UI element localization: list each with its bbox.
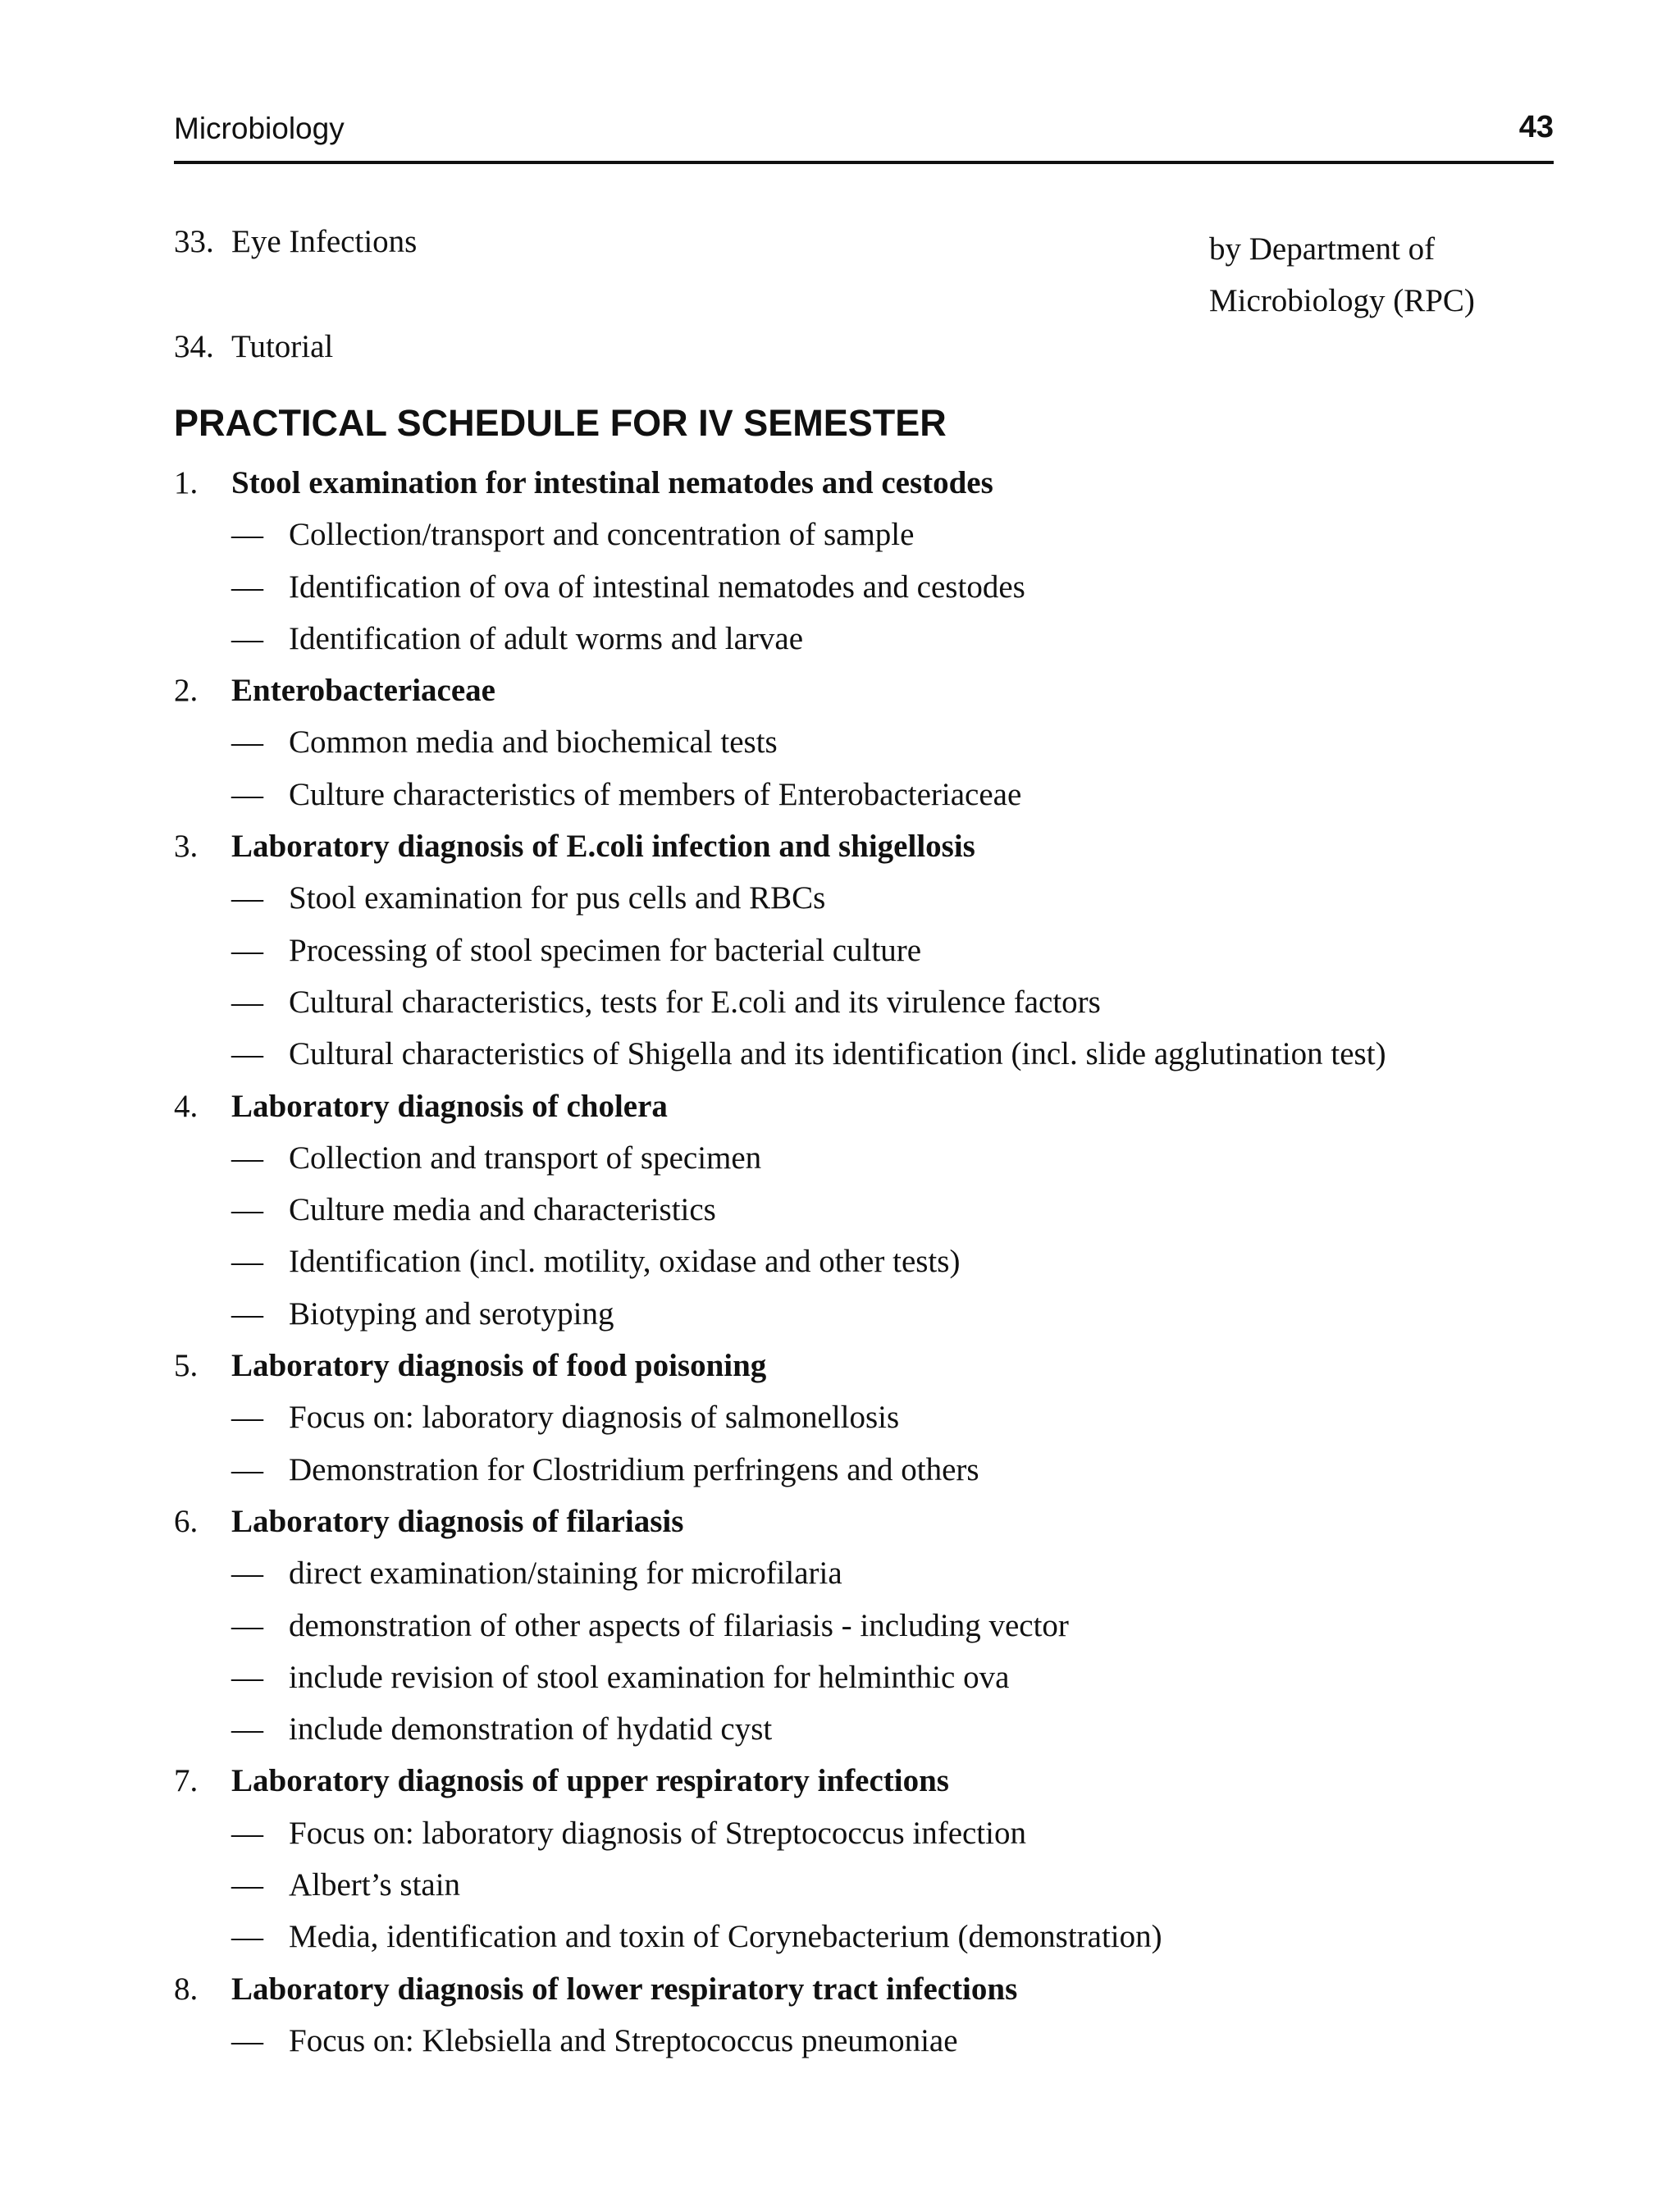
sub-item-text: Focus on: laboratory diagnosis of Streptococcus infection: [289, 1815, 1026, 1851]
schedule-section-title-row: [174, 461, 1554, 513]
schedule-sub-item: [174, 1604, 1554, 1656]
dash-bullet: —: [231, 1659, 263, 1695]
sub-item-text: Demonstration for Clostridium perfringens and others: [289, 1451, 979, 1487]
sub-item-text: Culture characteristics of members of Enterobacteriaceae: [289, 776, 1022, 812]
sub-item-text: include revision of stool examination for helminthic ova: [289, 1659, 1010, 1695]
schedule-sub-item: [174, 2019, 1554, 2071]
schedule-sub-item: [174, 1656, 1554, 1707]
running-title: Microbiology: [174, 112, 345, 145]
schedule-section-title-row: [174, 669, 1554, 720]
schedule-section-title-row: [174, 1085, 1554, 1136]
schedule-section-title-row: [174, 1344, 1554, 1396]
sub-item-text: Culture media and characteristics: [289, 1192, 716, 1228]
dash-bullet: —: [231, 932, 263, 968]
sub-item-text: include demonstration of hydatid cyst: [289, 1711, 773, 1747]
dash-bullet: —: [231, 1192, 263, 1228]
schedule-sub-item: [174, 1292, 1554, 1344]
schedule-section-title-row: [174, 1967, 1554, 2019]
schedule-section-title-row: [174, 1759, 1554, 1811]
schedule-sub-item: [174, 876, 1554, 928]
section-title: Laboratory diagnosis of cholera: [231, 1088, 668, 1124]
schedule-sub-item: [174, 565, 1554, 617]
schedule-sub-item: [174, 720, 1554, 772]
section-number: 7.: [174, 1763, 199, 1799]
item-number: 33.: [174, 224, 214, 259]
section-title: Laboratory diagnosis of filariasis: [231, 1503, 684, 1539]
schedule-sub-item: [174, 617, 1554, 669]
schedule-sub-item: [174, 980, 1554, 1032]
dash-bullet: —: [231, 1556, 263, 1592]
dash-bullet: —: [231, 2022, 263, 2058]
schedule-sub-item: [174, 1448, 1554, 1500]
department-note-line: by Department of: [1209, 231, 1436, 267]
sub-item-text: demonstration of other aspects of filariasis - including vector: [289, 1607, 1069, 1643]
section-number: 8.: [174, 1971, 199, 2007]
sub-item-text: Identification (incl. motility, oxidase and other tests): [289, 1244, 961, 1280]
sub-item-text: Identification of ova of intestinal nematodes and cestodes: [289, 569, 1025, 605]
sub-item-text: Collection and transport of specimen: [289, 1140, 762, 1176]
sub-item-text: Collection/transport and concentration of sample: [289, 517, 915, 553]
sub-item-text: Focus on: Klebsiella and Streptococcus pneumoniae: [289, 2022, 958, 2058]
sub-item-text: Biotyping and serotyping: [289, 1295, 614, 1332]
section-title: Laboratory diagnosis of lower respiratory tract infections: [231, 1971, 1018, 2007]
dash-bullet: —: [231, 1815, 263, 1851]
page-number: 43: [1518, 110, 1554, 144]
sub-item-text: Stool examination for pus cells and RBCs: [289, 880, 826, 916]
dash-bullet: —: [231, 724, 263, 761]
dash-bullet: —: [231, 620, 263, 656]
dash-bullet: —: [231, 1400, 263, 1436]
department-note: [1209, 223, 1475, 327]
section-number: 5.: [174, 1348, 199, 1384]
sub-item-text: Albert’s stain: [289, 1867, 461, 1903]
schedule-sub-item: [174, 1915, 1554, 1967]
department-note-line: Microbiology (RPC): [1209, 283, 1475, 318]
section-title: Laboratory diagnosis of food poisoning: [231, 1348, 767, 1384]
schedule-sub-item: [174, 1136, 1554, 1188]
section-heading: PRACTICAL SCHEDULE FOR IV SEMESTER: [174, 402, 947, 444]
schedule-sub-item: [174, 929, 1554, 980]
sub-item-text: Common media and biochemical tests: [289, 724, 778, 761]
dash-bullet: —: [231, 776, 263, 812]
section-number: 4.: [174, 1088, 199, 1124]
section-title: Enterobacteriaceae: [231, 673, 495, 709]
dash-bullet: —: [231, 1919, 263, 1955]
practical-schedule-list: [174, 461, 1554, 2071]
section-number: 2.: [174, 673, 199, 709]
dash-bullet: —: [231, 1451, 263, 1487]
sub-item-text: Media, identification and toxin of Corynebacterium (demonstration): [289, 1919, 1162, 1955]
dash-bullet: —: [231, 1140, 263, 1176]
dash-bullet: —: [231, 517, 263, 553]
dash-bullet: —: [231, 984, 263, 1020]
schedule-sub-item: [174, 773, 1554, 825]
schedule-sub-item: [174, 1032, 1554, 1084]
section-number: 6.: [174, 1503, 199, 1539]
dash-bullet: —: [231, 1244, 263, 1280]
dash-bullet: —: [231, 1295, 263, 1332]
sub-item-text: Cultural characteristics, tests for E.coli and its virulence factors: [289, 984, 1101, 1020]
page-header: [174, 110, 1554, 164]
schedule-section-title-row: [174, 1500, 1554, 1551]
dash-bullet: —: [231, 1036, 263, 1072]
item-number: 34.: [174, 329, 214, 364]
sub-item-text: Identification of adult worms and larvae: [289, 620, 804, 656]
dash-bullet: —: [231, 1711, 263, 1747]
section-number: 1.: [174, 465, 199, 500]
schedule-sub-item: [174, 1863, 1554, 1915]
dash-bullet: —: [231, 1867, 263, 1903]
section-number: 3.: [174, 829, 199, 865]
item-text: Tutorial: [231, 329, 334, 364]
section-title: Laboratory diagnosis of E.coli infection and shigellosis: [231, 829, 975, 865]
schedule-sub-item: [174, 513, 1554, 564]
schedule-section-title-row: [174, 825, 1554, 876]
section-title: Stool examination for intestinal nematodes and cestodes: [231, 465, 993, 500]
dash-bullet: —: [231, 569, 263, 605]
sub-item-text: Focus on: laboratory diagnosis of salmonellosis: [289, 1400, 900, 1436]
schedule-sub-item: [174, 1811, 1554, 1863]
dash-bullet: —: [231, 880, 263, 916]
schedule-sub-item: [174, 1551, 1554, 1603]
dash-bullet: —: [231, 1607, 263, 1643]
sub-item-text: Processing of stool specimen for bacterial culture: [289, 932, 922, 968]
item-text: Eye Infections: [231, 224, 418, 259]
schedule-sub-item: [174, 1188, 1554, 1240]
sub-item-text: Cultural characteristics of Shigella and its identification (incl. slide agglutination test): [289, 1036, 1386, 1072]
section-title: Laboratory diagnosis of upper respiratory infections: [231, 1763, 949, 1799]
schedule-sub-item: [174, 1240, 1554, 1291]
sub-item-text: direct examination/staining for microfilaria: [289, 1556, 842, 1592]
schedule-sub-item: [174, 1707, 1554, 1759]
schedule-sub-item: [174, 1396, 1554, 1447]
